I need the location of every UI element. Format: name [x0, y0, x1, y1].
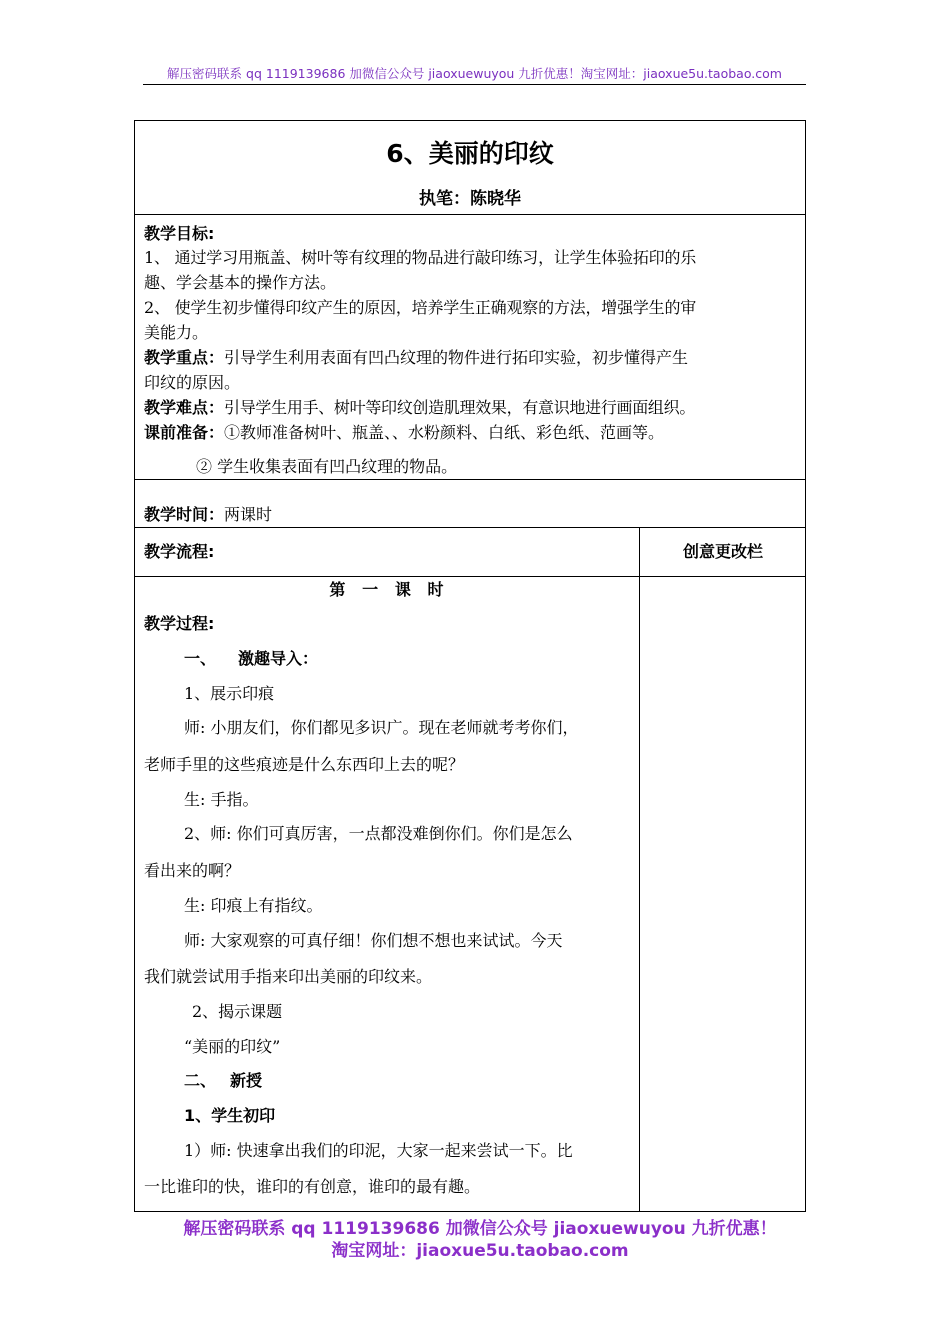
teaching-time	[144, 505, 272, 525]
section-1-heading	[184, 649, 318, 669]
page-footer-banner	[130, 1218, 830, 1262]
row-divider	[134, 479, 806, 480]
section-1-number: 一、	[184, 649, 217, 668]
teacher-line-3-cont: 我们就尝试用手指来印出美丽的印纹来。	[144, 967, 433, 986]
process-label: 教学过程:	[144, 614, 215, 633]
goal-2-line-1: 2、 使学生初步懂得印纹产生的原因，培养学生正确观察的方法，增强学生的审	[144, 298, 697, 317]
teacher-line-4-cont: 一比谁印的快，谁印的有创意，谁印的最有趣。	[144, 1177, 481, 1196]
difficulty-text: 引导学生用手、树叶等印纹创造肌理效果，有意识地进行画面组织。	[224, 398, 696, 417]
row-divider	[134, 214, 806, 215]
preparation	[144, 423, 664, 443]
teacher-line-2-cont: 看出来的啊？	[144, 861, 241, 880]
subsection-first-print: 1、学生初印	[184, 1106, 276, 1125]
footer-line-1: 解压密码联系 qq 1119139686 加微信公众号 jiaoxuewuyou 九折优惠！	[183, 1219, 777, 1239]
teacher-line-1: 师: 小朋友们，你们都见多识广。现在老师就考考你们，	[184, 718, 579, 737]
teacher-line-2: 2、师: 你们可真厉害，一点都没难倒你们。你们是怎么	[184, 824, 573, 843]
flow-label: 教学流程:	[144, 542, 215, 561]
difficulty-label: 教学难点：	[144, 398, 225, 417]
goal-2-line-2: 美能力。	[144, 323, 209, 342]
page-title: 6、美丽的印纹	[386, 139, 554, 168]
preparation-item-1: ①教师准备树叶、瓶盖、、水粉颜料、白纸、彩色纸、范画等。	[224, 423, 665, 442]
key-points-text: 引导学生利用表面有凹凸纹理的物件进行拓印实验，初步懂得产生	[224, 348, 689, 367]
row-divider	[134, 527, 806, 528]
preparation-item-2: ② 学生收集表面有凹凸纹理的物品。	[196, 457, 458, 476]
section-2-heading	[184, 1071, 262, 1091]
step-show-marks: 1、展示印痕	[184, 684, 275, 703]
page-header-banner: 解压密码联系 qq 1119139686 加微信公众号 jiaoxuewuyou 九折优惠！淘宝网址：jiaoxue5u.taobao.com	[143, 66, 806, 85]
teacher-line-3: 师: 大家观察的可真仔细！你们想不想也来试试。今天	[184, 931, 563, 950]
difficulty	[144, 398, 695, 418]
key-points-line-2: 印纹的原因。	[144, 373, 241, 392]
key-points-label: 教学重点：	[144, 348, 225, 367]
goal-1-line-2: 趣、学会基本的操作方法。	[144, 273, 337, 292]
lesson-heading: 第 一 课 时	[329, 580, 444, 599]
creative-column-label: 创意更改栏	[682, 542, 763, 561]
footer-line-2: 淘宝网址：jiaoxue5u.taobao.com	[331, 1241, 629, 1261]
section-1-title: 激趣导入：	[238, 649, 319, 668]
preparation-label: 课前准备：	[144, 423, 225, 442]
goals-label: 教学目标:	[144, 224, 215, 243]
teaching-time-value: 两课时	[224, 505, 273, 524]
section-2-title: 新授	[230, 1071, 263, 1090]
step-reveal-topic: 2、揭示课题	[192, 1002, 283, 1021]
column-divider	[639, 527, 640, 1212]
row-divider	[134, 576, 806, 577]
topic-quote: “美丽的印纹”	[184, 1037, 281, 1056]
author-line: 执笔：陈晓华	[419, 189, 521, 209]
teacher-line-4: 1）师: 快速拿出我们的印泥，大家一起来尝试一下。比	[184, 1141, 573, 1160]
teaching-time-label: 教学时间：	[144, 505, 225, 524]
section-2-number: 二、	[184, 1071, 217, 1090]
key-points	[144, 348, 688, 368]
goal-1-line-1: 1、 通过学习用瓶盖、树叶等有纹理的物品进行敲印练习，让学生体验拓印的乐	[144, 248, 697, 267]
student-line-2: 生: 印痕上有指纹。	[184, 896, 323, 915]
student-line-1: 生: 手指。	[184, 790, 259, 809]
teacher-line-1-cont: 老师手里的这些痕迹是什么东西印上去的呢？	[144, 755, 465, 774]
